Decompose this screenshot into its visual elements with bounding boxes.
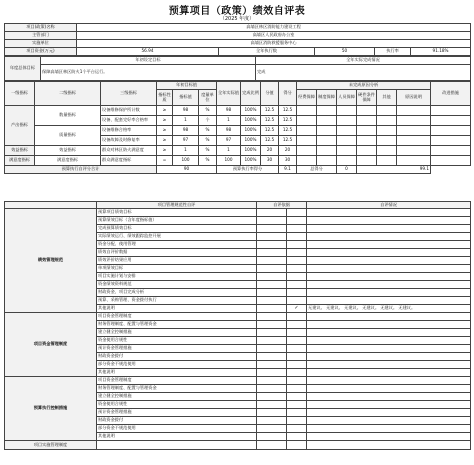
section-note bbox=[307, 409, 471, 417]
ind-l1: 满意度指标 bbox=[5, 156, 35, 166]
section-label: 项目实施管理制度 bbox=[5, 441, 97, 450]
year-budget: 56.94 bbox=[77, 48, 219, 56]
project-name-label: 项目(政策)名称 bbox=[5, 24, 77, 32]
ind-reason-cell bbox=[317, 126, 337, 136]
ind-reason-cell bbox=[317, 136, 337, 146]
ind-reason-cell bbox=[357, 126, 377, 136]
section-note bbox=[307, 385, 471, 393]
check-mark bbox=[287, 241, 307, 249]
check-mark bbox=[287, 417, 307, 425]
ind-reason-cell bbox=[337, 146, 357, 156]
ind-nature: ≥ bbox=[157, 126, 173, 136]
section-item: 预计资金管理措施 bbox=[97, 345, 257, 353]
section-item: 项目实施计划与安排 bbox=[97, 273, 257, 281]
full-year-value: 50 bbox=[315, 48, 375, 56]
section-cell bbox=[257, 257, 287, 265]
ind-header-reasons: 未完成原因分析 bbox=[297, 82, 431, 90]
section-note bbox=[307, 217, 471, 225]
ind-header-full-year: 全年实际值 bbox=[217, 82, 241, 106]
check-mark: ✓ bbox=[287, 305, 307, 313]
section-item: 绩效评价结果应用 bbox=[97, 257, 257, 265]
section-item: 财务管理制度、配置与管理资金 bbox=[97, 385, 257, 393]
section-note bbox=[307, 425, 471, 433]
ind-rate: 100% bbox=[241, 106, 261, 116]
ind-improve-cell bbox=[431, 126, 471, 136]
ind-l2: 满意度指标 bbox=[35, 156, 101, 166]
section-label: 预算执行控制措施 bbox=[5, 377, 97, 441]
check-mark bbox=[287, 393, 307, 401]
check-mark bbox=[287, 425, 307, 433]
section-item: 部分资金不规范使用 bbox=[97, 425, 257, 433]
ind-reason-cell bbox=[377, 156, 397, 166]
ind-reason-cell bbox=[317, 116, 337, 126]
ind-reason-cell bbox=[357, 156, 377, 166]
ind-reason-cell bbox=[317, 106, 337, 116]
ind-weight: 30 bbox=[261, 156, 279, 166]
section-item: 绩效自评价数据 bbox=[97, 249, 257, 257]
score-row bbox=[5, 166, 471, 174]
check-mark bbox=[287, 281, 307, 289]
section-item: 其他说明 bbox=[97, 433, 257, 441]
ind-weight: 12.5 bbox=[261, 106, 279, 116]
section-cell bbox=[257, 297, 287, 305]
section-row bbox=[5, 313, 471, 321]
section-note bbox=[307, 401, 471, 409]
goals-plan-label: 年初设定目标 bbox=[41, 57, 256, 65]
ind-nature: ≥ bbox=[157, 146, 173, 156]
section-item bbox=[97, 441, 257, 450]
check-mark bbox=[287, 329, 307, 337]
section-note bbox=[307, 377, 471, 385]
ind-value: 1 bbox=[173, 116, 199, 126]
page-title: 预算项目（政策）绩效自评表 bbox=[168, 6, 306, 17]
check-mark bbox=[287, 265, 307, 273]
section-cell bbox=[257, 369, 287, 377]
section-note bbox=[307, 417, 471, 425]
ind-l3: 设备、配套完好率合格率 bbox=[101, 116, 157, 126]
dept: 高墙区人民政府办公室 bbox=[77, 32, 471, 40]
ind-l2: 质量指标 bbox=[35, 126, 101, 146]
ind-value: 97 bbox=[173, 136, 199, 146]
section-note bbox=[307, 433, 471, 441]
section-note bbox=[307, 281, 471, 289]
indicator-row bbox=[5, 156, 471, 166]
section-cell bbox=[257, 313, 287, 321]
section-item: 财政资金、项目完成分析 bbox=[97, 289, 257, 297]
check-mark bbox=[287, 361, 307, 369]
ind-actual: 1 bbox=[217, 146, 241, 156]
section-note bbox=[307, 353, 471, 361]
section-cell bbox=[257, 433, 287, 441]
ind-header-nature: 指标性质 bbox=[157, 90, 173, 106]
reason-r5: 其他 bbox=[377, 90, 397, 106]
total-score-value: 0 bbox=[337, 166, 357, 174]
ind-actual: 98 bbox=[217, 106, 241, 116]
section-item: 资金绩效资料规范 bbox=[97, 281, 257, 289]
section-item: 项目资金管理制度 bbox=[97, 377, 257, 385]
ind-reason-cell bbox=[397, 146, 431, 156]
section-cell bbox=[257, 209, 287, 217]
ind-actual: 1 bbox=[217, 116, 241, 126]
ind-nature: = bbox=[157, 156, 173, 166]
section-note bbox=[307, 209, 471, 217]
check-mark bbox=[287, 401, 307, 409]
ind-reason-cell bbox=[337, 156, 357, 166]
section-note bbox=[307, 361, 471, 369]
ind-l3: 设备维修保护所计数 bbox=[101, 106, 157, 116]
ind-weight: 12.5 bbox=[261, 126, 279, 136]
ind-reason-cell bbox=[297, 146, 317, 156]
page-subtitle: （2025 年度） bbox=[219, 16, 255, 22]
section-item: 项目资金管理制度 bbox=[97, 313, 257, 321]
exec-score-label: 预算执行率得分 bbox=[217, 166, 279, 174]
management-table bbox=[4, 201, 471, 450]
dept-label: 主管部门 bbox=[5, 32, 77, 40]
section-note bbox=[307, 329, 471, 337]
check-mark bbox=[287, 273, 307, 281]
ind-reason-cell bbox=[337, 136, 357, 146]
section-item: 资金使用合规性 bbox=[97, 401, 257, 409]
goals-actual: 完成 bbox=[256, 65, 471, 81]
section-note bbox=[307, 241, 471, 249]
ind-l3: 设备故障及时修复率 bbox=[101, 136, 157, 146]
section-note: 无建议。 无建议。 无建议。 无建议。 无建议。 无建议。 bbox=[307, 305, 471, 313]
impl: 高墙区消防救援服务中心 bbox=[77, 40, 471, 48]
ind-score: 20 bbox=[279, 146, 297, 156]
section-cell bbox=[257, 417, 287, 425]
ind-reason-cell bbox=[317, 156, 337, 166]
section-note bbox=[307, 321, 471, 329]
ind-reason-cell bbox=[297, 116, 317, 126]
ind-reason-cell bbox=[397, 106, 431, 116]
ind-unit: % bbox=[199, 136, 217, 146]
section-cell bbox=[257, 361, 287, 369]
project-name: 高墙区林区消防能力建设工程 bbox=[77, 24, 471, 32]
reason-r2: 制度保障 bbox=[317, 90, 337, 106]
goals-plan: 保障高墙区林区防火1个平台运行。 bbox=[41, 65, 256, 81]
ind-reason-cell bbox=[377, 116, 397, 126]
ind-l2: 数量指标 bbox=[35, 106, 101, 126]
indicator-table bbox=[4, 81, 471, 174]
ind-actual: 98 bbox=[217, 126, 241, 136]
section-cell bbox=[257, 233, 287, 241]
section-note bbox=[307, 393, 471, 401]
ind-reason-cell bbox=[377, 126, 397, 136]
impl-label: 实施单位 bbox=[5, 40, 77, 48]
ind-actual: 97 bbox=[217, 136, 241, 146]
section-cell bbox=[257, 265, 287, 273]
goals-actual-label: 全年实际完成情况 bbox=[256, 57, 471, 65]
section-cell bbox=[257, 337, 287, 345]
ind-header-improve: 改进措施 bbox=[431, 82, 471, 106]
section-cell bbox=[257, 401, 287, 409]
ind-reason-cell bbox=[297, 136, 317, 146]
section-budget bbox=[5, 377, 471, 441]
check-mark bbox=[287, 225, 307, 233]
check-mark bbox=[287, 217, 307, 225]
check-mark bbox=[287, 249, 307, 257]
section-cell bbox=[307, 441, 471, 450]
self-score-value: 90 bbox=[157, 166, 217, 174]
section-item: 完成预算绩效目标 bbox=[97, 225, 257, 233]
ind-rate: 100% bbox=[241, 126, 261, 136]
section-item: 建立健全控制措施 bbox=[97, 393, 257, 401]
section-cell bbox=[257, 217, 287, 225]
section-note bbox=[307, 257, 471, 265]
ind-nature: ≥ bbox=[157, 136, 173, 146]
indicator-row bbox=[5, 146, 471, 156]
section-note bbox=[307, 297, 471, 305]
ind-unit: % bbox=[199, 106, 217, 116]
section-item: 实际绩效运行、绩效跟踪监控开展 bbox=[97, 233, 257, 241]
ind-score: 30 bbox=[279, 156, 297, 166]
section-note bbox=[307, 337, 471, 345]
exec-rate: 91.18% bbox=[411, 48, 471, 56]
total-score-label: 总得分 bbox=[297, 166, 337, 174]
section-cell bbox=[257, 305, 287, 313]
section-cell bbox=[257, 289, 287, 297]
ind-unit: % bbox=[199, 126, 217, 136]
section-note bbox=[307, 273, 471, 281]
check-mark bbox=[287, 337, 307, 345]
ind-reason-cell bbox=[397, 116, 431, 126]
ind-reason-cell bbox=[397, 136, 431, 146]
reason-r3: 人员保障 bbox=[337, 90, 357, 106]
lower-header-right: 自评情况 bbox=[307, 202, 471, 209]
ind-header-unit: 度量单位 bbox=[199, 90, 217, 106]
ind-reason-cell bbox=[377, 146, 397, 156]
lower-header-blank bbox=[5, 202, 97, 209]
section-cell bbox=[257, 249, 287, 257]
check-mark bbox=[287, 409, 307, 417]
ind-l3: 设备维修合格率 bbox=[101, 126, 157, 136]
ind-score: 12.5 bbox=[279, 116, 297, 126]
ind-l2: 效益指标 bbox=[35, 146, 101, 156]
ind-header-score: 得分 bbox=[279, 82, 297, 106]
funds-label: 项目资金(万元) bbox=[5, 48, 77, 56]
ind-reason-cell bbox=[357, 106, 377, 116]
section-cell bbox=[257, 425, 287, 433]
section-note bbox=[307, 289, 471, 297]
section-item: 预计资金管理措施 bbox=[97, 409, 257, 417]
section-item: 财政资金拨付 bbox=[97, 417, 257, 425]
ind-rate: 100% bbox=[241, 136, 261, 146]
ind-value: 98 bbox=[173, 106, 199, 116]
ind-l3: 群众对林区防火满意度 bbox=[101, 146, 157, 156]
ind-reason-cell bbox=[297, 126, 317, 136]
ind-reason-cell bbox=[357, 146, 377, 156]
section-item: 财政资金拨付 bbox=[97, 353, 257, 361]
section-cell bbox=[257, 441, 287, 450]
ind-improve-cell bbox=[431, 116, 471, 126]
ind-weight: 12.5 bbox=[261, 116, 279, 126]
ind-header-l1: 一级指标 bbox=[5, 82, 35, 106]
section-note bbox=[307, 225, 471, 233]
total-score-value-2: 99.1 bbox=[357, 166, 431, 174]
ind-rate: 100% bbox=[241, 116, 261, 126]
section-item: 预算绩效目标（含年度指标值） bbox=[97, 217, 257, 225]
self-score-label: 预算执行自评分合计 bbox=[5, 166, 157, 174]
section-label: 绩效管理规范 bbox=[5, 209, 97, 313]
section-cell bbox=[257, 377, 287, 385]
section-item: 其他说明 bbox=[97, 369, 257, 377]
check-mark bbox=[287, 233, 307, 241]
indicator-row bbox=[5, 106, 471, 116]
section-item: 建立健全控制措施 bbox=[97, 329, 257, 337]
ind-score: 12.5 bbox=[279, 106, 297, 116]
ind-l1: 效益指标 bbox=[5, 146, 35, 156]
ind-header-annual: 年初目标值 bbox=[157, 82, 217, 90]
reason-r1: 经费保障 bbox=[297, 90, 317, 106]
section-note bbox=[307, 369, 471, 377]
ind-unit: % bbox=[199, 146, 217, 156]
section-item: 其他说明 bbox=[97, 305, 257, 313]
check-mark bbox=[287, 385, 307, 393]
exec-rate-label: 执行率 bbox=[375, 48, 411, 56]
ind-value: 100 bbox=[173, 156, 199, 166]
ind-header-l2: 二级指标 bbox=[35, 82, 101, 106]
ind-reason-cell bbox=[397, 126, 431, 136]
section-performance bbox=[5, 209, 471, 313]
ind-unit: % bbox=[199, 156, 217, 166]
check-mark bbox=[287, 433, 307, 441]
ind-value: 98 bbox=[173, 126, 199, 136]
ind-weight: 20 bbox=[261, 146, 279, 156]
section-cell bbox=[257, 273, 287, 281]
ind-reason-cell bbox=[337, 116, 357, 126]
check-mark bbox=[287, 297, 307, 305]
ind-reason-cell bbox=[397, 156, 431, 166]
ind-value: 1 bbox=[173, 146, 199, 156]
check-mark bbox=[287, 345, 307, 353]
section-cell bbox=[257, 409, 287, 417]
section-note bbox=[307, 265, 471, 273]
ind-improve-cell bbox=[431, 146, 471, 156]
section-item: 预算、采购管理、资金拨付执行 bbox=[97, 297, 257, 305]
ind-rate: 100% bbox=[241, 146, 261, 156]
section-cell bbox=[257, 393, 287, 401]
ind-nature: ≥ bbox=[157, 116, 173, 126]
lower-header-mid: 自评依据 bbox=[257, 202, 307, 209]
ind-rate: 100% bbox=[241, 156, 261, 166]
section-cell bbox=[257, 241, 287, 249]
ind-header-l3: 三级指标 bbox=[101, 82, 157, 106]
check-mark bbox=[287, 209, 307, 217]
section-cell bbox=[257, 281, 287, 289]
ind-header-weight: 分值 bbox=[261, 82, 279, 106]
section-note bbox=[307, 345, 471, 353]
ind-header-value: 指标值 bbox=[173, 90, 199, 106]
check-mark bbox=[287, 289, 307, 297]
indicator-row bbox=[5, 126, 471, 136]
ind-reason-cell bbox=[377, 106, 397, 116]
check-mark bbox=[287, 369, 307, 377]
info-table bbox=[4, 23, 471, 56]
ind-nature: ≥ bbox=[157, 106, 173, 116]
section-cell bbox=[287, 441, 307, 450]
ind-reason-cell bbox=[317, 146, 337, 156]
section-cell bbox=[257, 345, 287, 353]
ind-improve-cell bbox=[431, 156, 471, 166]
check-mark bbox=[287, 313, 307, 321]
ind-score: 12.5 bbox=[279, 136, 297, 146]
section-row bbox=[5, 377, 471, 385]
ind-reason-cell bbox=[297, 106, 317, 116]
section-item: 财务管理制度、配置与管理资金 bbox=[97, 321, 257, 329]
ind-reason-cell bbox=[297, 156, 317, 166]
ind-score: 12.5 bbox=[279, 126, 297, 136]
section-note bbox=[307, 313, 471, 321]
ind-reason-cell bbox=[357, 136, 377, 146]
section-label: 项目资金管理制度 bbox=[5, 313, 97, 377]
check-mark bbox=[287, 257, 307, 265]
lower-header-content: 项目管理规范性自评 bbox=[97, 202, 257, 209]
section-cell bbox=[257, 225, 287, 233]
ind-l1: 产出指标 bbox=[5, 106, 35, 146]
goals-table bbox=[4, 56, 471, 81]
section-cell bbox=[257, 329, 287, 337]
goals-label: 年度总体目标 bbox=[5, 57, 41, 81]
check-mark bbox=[287, 377, 307, 385]
ind-weight: 12.5 bbox=[261, 136, 279, 146]
ind-reason-cell bbox=[377, 136, 397, 146]
section-cell bbox=[257, 385, 287, 393]
exec-score-value: 9.1 bbox=[279, 166, 297, 174]
ind-header-rate: 完成比例 bbox=[241, 82, 261, 106]
ind-actual: 100 bbox=[217, 156, 241, 166]
section-funds bbox=[5, 313, 471, 377]
reason-r4: 硬件条件保障 bbox=[357, 90, 377, 106]
ind-improve-cell bbox=[431, 136, 471, 146]
ind-reason-cell bbox=[337, 126, 357, 136]
ind-reason-cell bbox=[357, 116, 377, 126]
section-item: 单项绩效目标 bbox=[97, 265, 257, 273]
section-item: 部分资金不规范使用 bbox=[97, 361, 257, 369]
ind-unit: 个 bbox=[199, 116, 217, 126]
section-item: 预算项目绩效目标 bbox=[97, 209, 257, 217]
ind-improve-cell bbox=[431, 106, 471, 116]
check-mark bbox=[287, 353, 307, 361]
section-cell bbox=[257, 321, 287, 329]
section-note bbox=[307, 233, 471, 241]
ind-l3: 群众满意度指标 bbox=[101, 156, 157, 166]
section-item: 资金使用合规性 bbox=[97, 337, 257, 345]
check-mark bbox=[287, 321, 307, 329]
reason-r6: 原因说明 bbox=[397, 90, 431, 106]
section-item: 资金分配、使用管理 bbox=[97, 241, 257, 249]
section-cell bbox=[257, 353, 287, 361]
ind-reason-cell bbox=[337, 106, 357, 116]
full-year-label: 全年执行数 bbox=[219, 48, 315, 56]
section-note bbox=[307, 249, 471, 257]
section-row bbox=[5, 209, 471, 217]
